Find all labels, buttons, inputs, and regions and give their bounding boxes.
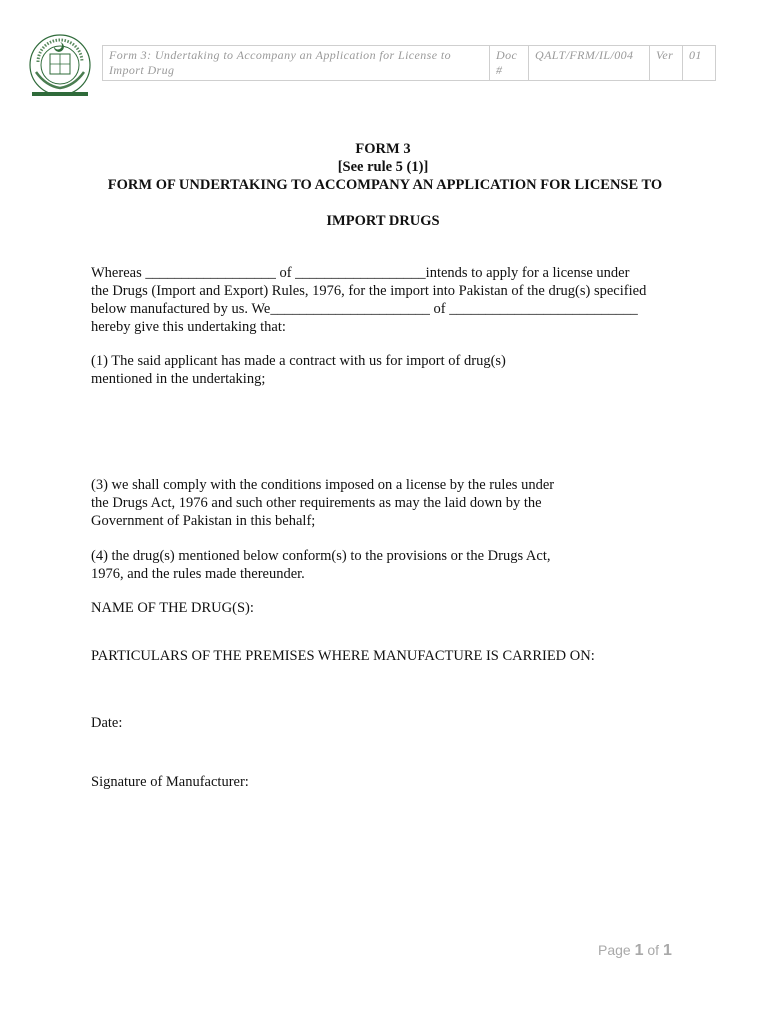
header-form-title: Form 3: Undertaking to Accompany an Application for License to Import Drug (103, 46, 490, 81)
header-ver-value: 01 (683, 46, 716, 81)
clause-line: (4) the drug(s) mentioned below conform(s) to the provisions or the Drugs Act, (91, 548, 551, 564)
form-title-line-1: FORM OF UNDERTAKING TO ACCOMPANY AN APPLICATION FOR LICENSE TO (107, 177, 663, 193)
intro-line: below manufactured by us. We______________________ of __________________________ (91, 301, 638, 317)
clause-line: (1) The said applicant has made a contract with us for import of drug(s) (91, 353, 506, 369)
drug-names-label: NAME OF THE DRUG(S): (91, 600, 254, 616)
page-total: 1 (662, 942, 672, 959)
intro-line: the Drugs (Import and Export) Rules, 1976, for the import into Pakistan of the drug(s) specified (91, 283, 647, 299)
header-doc-label: Doc # (490, 46, 529, 81)
clause-line: Government of Pakistan in this behalf; (91, 513, 316, 529)
form-title-line-2: IMPORT DRUGS (326, 213, 440, 229)
of-word: of (647, 942, 660, 958)
header-doc-code: QALT/FRM/IL/004 (529, 46, 650, 81)
authority-seal-logo (24, 32, 96, 102)
header-ver-label: Ver (650, 46, 683, 81)
form-rule-reference: [See rule 5 (1)] (337, 159, 429, 175)
clause-line: (3) we shall comply with the conditions imposed on a license by the rules under (91, 477, 555, 493)
clause-line: 1976, and the rules made thereunder. (91, 566, 305, 582)
clause-line: mentioned in the undertaking; (91, 371, 266, 387)
clause-line: the Drugs Act, 1976 and such other requirements as may the laid down by the (91, 495, 542, 511)
date-label: Date: (91, 715, 123, 731)
page-current: 1 (634, 942, 644, 959)
signature-label: Signature of Manufacturer: (91, 774, 249, 790)
form-number: FORM 3 (355, 141, 411, 157)
page-word: Page (598, 942, 631, 958)
page-number (598, 942, 672, 960)
document-header-table (102, 45, 716, 81)
intro-line: hereby give this undertaking that: (91, 319, 286, 335)
intro-line: Whereas __________________ of __________________intends to apply for a license under (91, 265, 630, 281)
premises-particulars-label: PARTICULARS OF THE PREMISES WHERE MANUFACTURE IS CARRIED ON: (91, 648, 595, 664)
